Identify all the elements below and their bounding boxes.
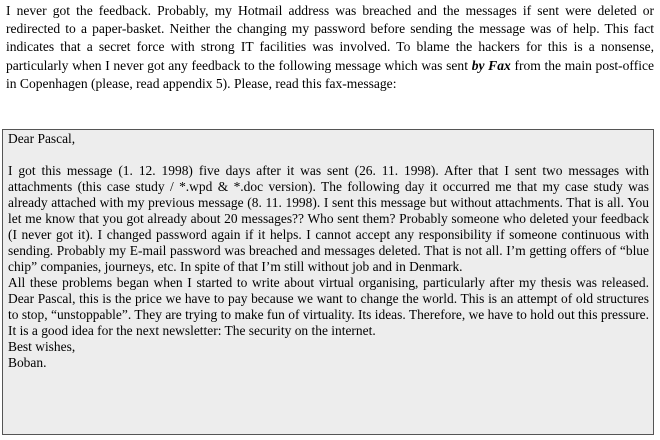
fax-message-box [2,129,654,435]
fax-salutation: Dear Pascal, [8,131,76,146]
fax-closing: Best wishes, [8,339,76,354]
fax-paragraph-2: All these problems began when I started to write about virtual organising, particularly after my thesis was released. Dear Pascal, this is the price we have to pay because we want to change the world. This is an attempt of old structures to stop, “unstoppable”. They are trying to make fun of virtuality. Its ideas. Therefore, we have to hold out this pressure. It is a good idea for the next newsletter: The security on the internet. [8,275,649,338]
intro-text-end: from the main post-office in Copenhagen (please, read appendix 5). Please, read this fax-message: [6,57,654,91]
fax-signature: Boban. [8,355,47,370]
fax-paragraph-1: I got this message (1. 12. 1998) five days after it was sent (26. 11. 1998). After that I sent two messages with attachments (this case study / *.wpd & *.doc version). The following day it occurred me that my case study was already attached with my previous message (8. 11. 1998). I sent this message but without attachments. That is all. You let me know that you got already about 20 messages?? Who sent them? Probably someone who deleted your feedback (I never got it). I changed password again if it helps. I cannot accept any responsibility if someone continuous with sending. Probably my E-mail password was breached and messages deleted. That is not all. I’m getting offers of “blue chip” companies, journeys, etc. In spite of that I’m still without job and in Denmark. [8,163,649,274]
intro-emphasis-by-fax: by Fax [471,57,511,73]
intro-paragraph [6,2,654,93]
intro-text-start: I never got the feedback. Probably, my Hotmail address was breached and the messages if sent were deleted or redirected to a paper-basket. Neither the changing my password before sending the message was of help. This fact indicates that a secret force with strong IT facilities was involved. To blame the hackers for this is a nonsense, particularly when I never got any feedback to the following message which was sent [6,3,654,73]
